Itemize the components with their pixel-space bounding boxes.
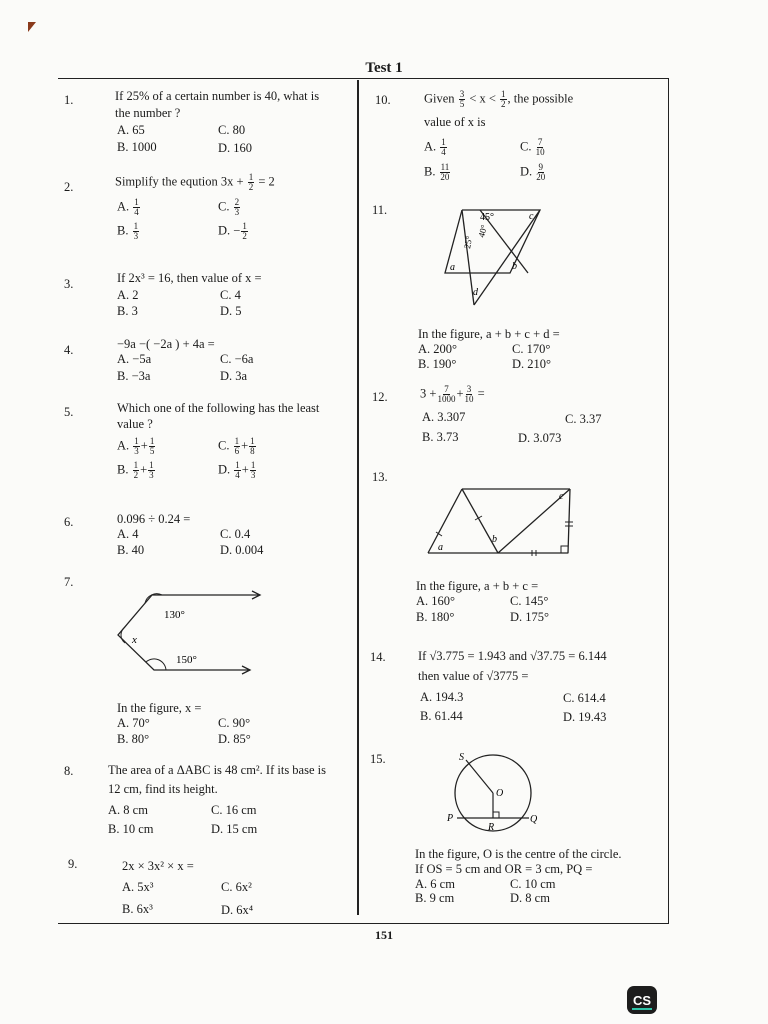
q12-option-d: D. 3.073 — [518, 431, 562, 445]
q3-number: 3. — [64, 277, 74, 291]
svg-text:Q: Q — [530, 814, 538, 825]
q13-option-a: A. 160° — [416, 594, 456, 608]
q13-text: In the figure, a + b + c = — [416, 579, 539, 593]
q5-text-line1: Which one of the following has the least — [117, 401, 320, 415]
svg-text:25°: 25° — [462, 235, 475, 250]
q7-text: In the figure, x = — [117, 701, 202, 715]
svg-text:a: a — [450, 262, 455, 273]
svg-text:S: S — [459, 752, 464, 763]
q14-text-line1: If √3.775 = 1.943 and √37.75 = 6.144 — [418, 649, 607, 663]
svg-text:P: P — [447, 813, 454, 824]
q5-option-a: A. $\frac{1}{3}$ + $\frac{1}{5}$ — [117, 436, 155, 456]
q15-option-a: A. 6 cm — [415, 877, 455, 891]
q1-option-b: B. 1000 — [117, 140, 157, 154]
q15-text-line2: If OS = 5 cm and OR = 3 cm, PQ = — [415, 862, 593, 876]
q7-option-d: D. 85° — [218, 732, 251, 746]
q6-text: 0.096 ÷ 0.24 = — [117, 512, 191, 526]
q10-number: 10. — [375, 93, 391, 107]
q2-option-b: B. $\frac{1}{3}$ — [117, 221, 139, 241]
q15-option-c: C. 10 cm — [510, 877, 556, 891]
q15-option-d: D. 8 cm — [510, 891, 550, 905]
q14-number: 14. — [370, 650, 386, 664]
q12-number: 12. — [372, 390, 388, 404]
q3-option-a: A. 2 — [117, 288, 139, 302]
q5-option-b: B. $\frac{1}{2}$ + $\frac{1}{3}$ — [117, 460, 154, 480]
q7-number: 7. — [64, 575, 74, 589]
q6-option-a: A. 4 — [117, 527, 139, 541]
camscanner-logo-icon: CS — [627, 986, 657, 1014]
q6-option-d: D. 0.004 — [220, 543, 264, 557]
q3-text: If 2x³ = 16, then value of x = — [117, 271, 262, 285]
corner-mark — [28, 22, 36, 32]
q14-option-c: C. 614.4 — [563, 691, 606, 705]
q8-option-b: B. 10 cm — [108, 822, 154, 836]
svg-text:b: b — [492, 534, 497, 545]
q6-option-c: C. 0.4 — [220, 527, 251, 541]
q1-number: 1. — [64, 93, 74, 107]
page-title: Test 1 — [365, 60, 403, 76]
q7-option-b: B. 80° — [117, 732, 150, 746]
q8-option-a: A. 8 cm — [108, 803, 148, 817]
q11-option-d: D. 210° — [512, 357, 552, 371]
q5-number: 5. — [64, 405, 74, 419]
q4-option-a: A. −5a — [117, 352, 152, 366]
q3-option-c: C. 4 — [220, 288, 241, 302]
q15-circle-figure — [442, 750, 542, 835]
q12-text: 3 + $\frac{7}{1000}$ + $\frac{3}{10}$ = — [420, 384, 485, 404]
q13-option-b: B. 180° — [416, 610, 455, 624]
q8-option-c: C. 16 cm — [211, 803, 257, 817]
q10-option-b: B. $\frac{11}{20}$ — [424, 162, 450, 182]
q2-text: Simplify the eqution 3x + $\frac{1}{2}$ = 2 — [115, 172, 275, 192]
q2-option-c: C. $\frac{2}{3}$ — [218, 197, 240, 217]
q8-text-line2: 12 cm, find its height. — [108, 782, 218, 796]
q11-text: In the figure, a + b + c + d = — [418, 327, 560, 341]
q14-option-d: D. 19.43 — [563, 710, 607, 724]
q9-option-a: A. 5x³ — [122, 880, 154, 894]
q13-option-d: D. 175° — [510, 610, 550, 624]
q1-option-d: D. 160 — [218, 141, 253, 155]
q5-option-c: C. $\frac{1}{6}$ + $\frac{1}{8}$ — [218, 436, 255, 456]
q13-number: 13. — [372, 470, 388, 484]
svg-text:a: a — [438, 542, 443, 553]
q9-option-c: C. 6x² — [221, 880, 252, 894]
q4-option-b: B. −3a — [117, 369, 151, 383]
svg-text:c: c — [529, 211, 534, 222]
q14-option-a: A. 194.3 — [420, 690, 464, 704]
q13-figure — [422, 484, 577, 559]
q4-number: 4. — [64, 343, 74, 357]
q4-option-c: C. −6a — [220, 352, 254, 366]
q5-text-line2: value ? — [117, 417, 153, 431]
svg-text:45°: 45° — [480, 212, 494, 223]
q8-text-line1: The area of a ΔABC is 48 cm². If its base is — [108, 763, 326, 777]
q7-angle-x: x — [132, 634, 137, 646]
q2-option-a: A. $\frac{1}{4}$ — [117, 197, 139, 217]
q10-option-c: C. $\frac{7}{10}$ — [520, 137, 545, 157]
q12-option-c: C. 3.37 — [565, 412, 602, 426]
q1-option-a: A. 65 — [117, 123, 145, 137]
q10-text-line2: value of x is — [424, 115, 486, 129]
q13-option-c: C. 145° — [510, 594, 549, 608]
q11-option-c: C. 170° — [512, 342, 551, 356]
column-divider — [357, 80, 359, 915]
page-number: 151 — [375, 928, 393, 942]
q4-option-d: D. 3a — [220, 369, 248, 383]
svg-text:40°: 40° — [476, 223, 490, 239]
q11-number: 11. — [372, 203, 388, 217]
q3-option-b: B. 3 — [117, 304, 138, 318]
q1-option-c: C. 80 — [218, 123, 246, 137]
q10-option-d: D. $\frac{9}{20}$ — [520, 162, 546, 182]
svg-text:b: b — [512, 261, 517, 272]
q12-option-b: B. 3.73 — [422, 430, 459, 444]
q11-option-b: B. 190° — [418, 357, 457, 371]
q9-number: 9. — [68, 857, 78, 871]
q7-angle-130: 130° — [164, 609, 185, 621]
svg-text:O: O — [496, 788, 504, 799]
q15-number: 15. — [370, 752, 386, 766]
q12-option-a: A. 3.307 — [422, 410, 466, 424]
q7-angle-150: 150° — [176, 654, 197, 666]
q15-text-line1: In the figure, O is the centre of the circle. — [415, 847, 622, 861]
q4-text: −9a −( −2a ) + 4a = — [117, 337, 215, 351]
q8-number: 8. — [64, 764, 74, 778]
svg-text:c: c — [559, 491, 564, 502]
q2-option-d: D. − $\frac{1}{2}$ — [218, 221, 247, 241]
q7-angle-figure — [110, 585, 270, 690]
svg-text:d: d — [473, 287, 478, 298]
q1-text-line1: If 25% of a certain number is 40, what is — [115, 89, 320, 103]
q7-option-c: C. 90° — [218, 716, 251, 730]
q6-number: 6. — [64, 515, 74, 529]
q1-text-line2: the number ? — [115, 106, 181, 120]
q10-text-line1: Given $\frac{3}{5}$ < x < $\frac{1}{2}$ , the possible — [424, 89, 574, 109]
q9-option-b: B. 6x³ — [122, 902, 153, 916]
q6-option-b: B. 40 — [117, 543, 145, 557]
q9-option-d: D. 6x⁴ — [221, 903, 254, 917]
q5-option-d: D. $\frac{1}{4}$ + $\frac{1}{3}$ — [218, 460, 256, 480]
q14-text-line2: then value of √3775 = — [418, 669, 529, 683]
q11-option-a: A. 200° — [418, 342, 458, 356]
q3-option-d: D. 5 — [220, 304, 242, 318]
q8-option-d: D. 15 cm — [211, 822, 258, 836]
svg-text:R: R — [488, 822, 495, 833]
q11-figure — [440, 205, 550, 315]
q15-option-b: B. 9 cm — [415, 891, 455, 905]
q10-option-a: A. $\frac{1}{4}$ — [424, 137, 446, 157]
q2-number: 2. — [64, 180, 74, 194]
q7-option-a: A. 70° — [117, 716, 150, 730]
q14-option-b: B. 61.44 — [420, 709, 463, 723]
q9-text: 2x × 3x² × x = — [122, 859, 194, 873]
